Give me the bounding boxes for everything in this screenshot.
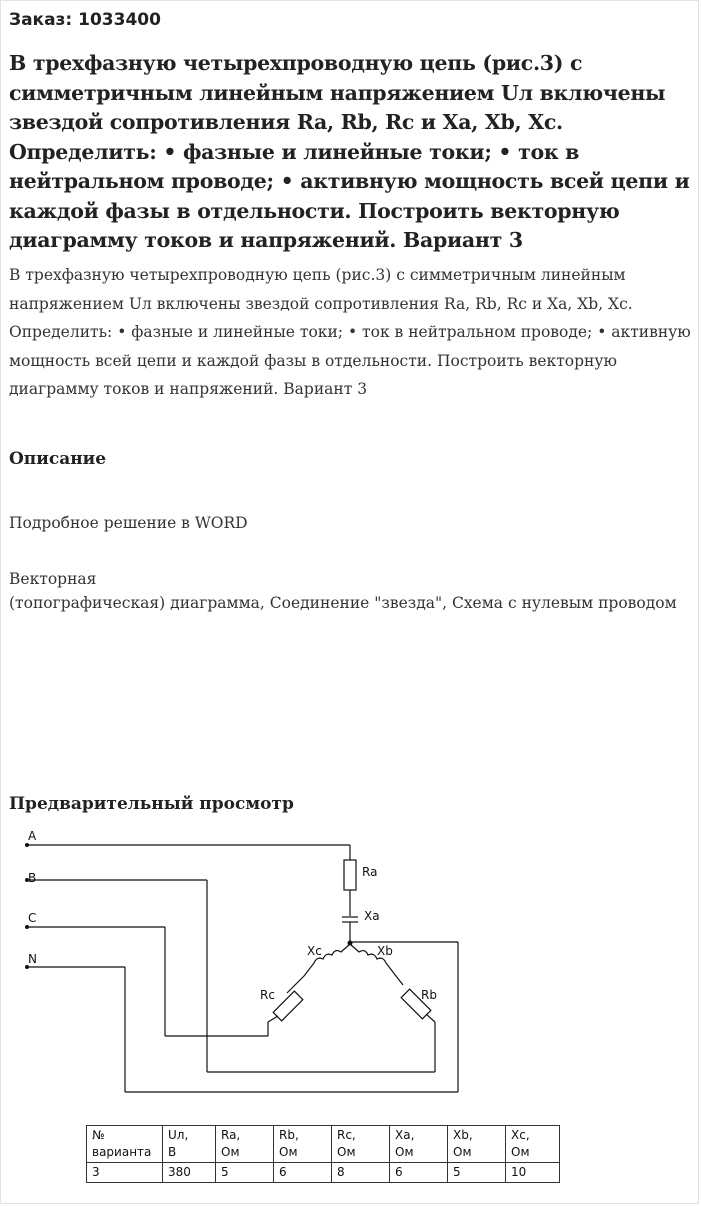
header-cell: Rc, Ом: [332, 1126, 390, 1163]
table-cell: 380: [163, 1163, 216, 1183]
label-a: A: [28, 829, 37, 843]
header-cell: Xc, Ом: [506, 1126, 560, 1163]
label-xb: Xb: [377, 944, 393, 958]
terminal-c: [25, 925, 29, 929]
table-header-row: [87, 1126, 560, 1163]
order-number: Заказ: 1033400: [9, 10, 161, 30]
table-cell: 10: [506, 1163, 560, 1183]
tags-line-2: (топографическая) диаграмма, Соединение "звезда", Схема с нулевым проводом: [9, 594, 677, 612]
preview-heading: Предварительный просмотр: [9, 794, 294, 814]
tags-line-1: Векторная: [9, 570, 97, 588]
table-cell: 6: [390, 1163, 448, 1183]
table-row: [87, 1163, 560, 1183]
label-xc: Xc: [307, 944, 322, 958]
description-heading: Описание: [9, 449, 107, 469]
header-cell: Uл, В: [163, 1126, 216, 1163]
table-cell: 6: [274, 1163, 332, 1183]
task-description: В трехфазную четырехпроводную цепь (рис.3) с симметричным линейным напряжением Uл включены звездой сопротивления Ra, Rb, Rc и Xa, Xb, Xc. Определить: • фазные и линейные токи; • ток в нейтральном проводе; • активную мощность всей цепи и каждой фазы в отдельности. Построить векторную диаграмму токов и напряжений. Вариант 3: [9, 266, 691, 399]
table-cell: 5: [216, 1163, 274, 1183]
table-cell: 5: [448, 1163, 506, 1183]
table-cell: 3: [87, 1163, 163, 1183]
header-cell: Rb, Ом: [274, 1126, 332, 1163]
label-ra: Ra: [362, 865, 378, 879]
label-rb: Rb: [421, 988, 437, 1002]
parameters-table: [86, 1125, 560, 1183]
label-n: N: [28, 952, 37, 966]
tags-block: [9, 567, 697, 615]
header-cell: Xb, Ом: [448, 1126, 506, 1163]
terminal-a: [25, 843, 29, 847]
header-cell: № варианта: [87, 1126, 163, 1163]
task-title: В трехфазную четырехпроводную цепь (рис.3) с симметричным линейным напряжением Uл включены звездой сопротивления Ra, Rb, Rc и Xa, Xb, Xc. Определить: • фазные и линейные токи; • ток в нейтральном проводе; • активную мощность всей цепи и каждой фазы в отдельности. Построить векторную диаграмму токов и напряжений. Вариант 3: [9, 51, 690, 252]
label-rc: Rc: [260, 988, 275, 1002]
label-b: B: [28, 871, 37, 885]
circuit-schematic: [0, 820, 701, 1125]
star-point: [348, 941, 353, 946]
header-cell: Ra, Ом: [216, 1126, 274, 1163]
resistor-ra: [344, 860, 356, 890]
table-cell: 8: [332, 1163, 390, 1183]
header-cell: Xa, Ом: [390, 1126, 448, 1163]
label-xa: Xa: [364, 909, 380, 923]
label-c: C: [28, 911, 37, 925]
solution-note: Подробное решение в WORD: [9, 514, 248, 532]
